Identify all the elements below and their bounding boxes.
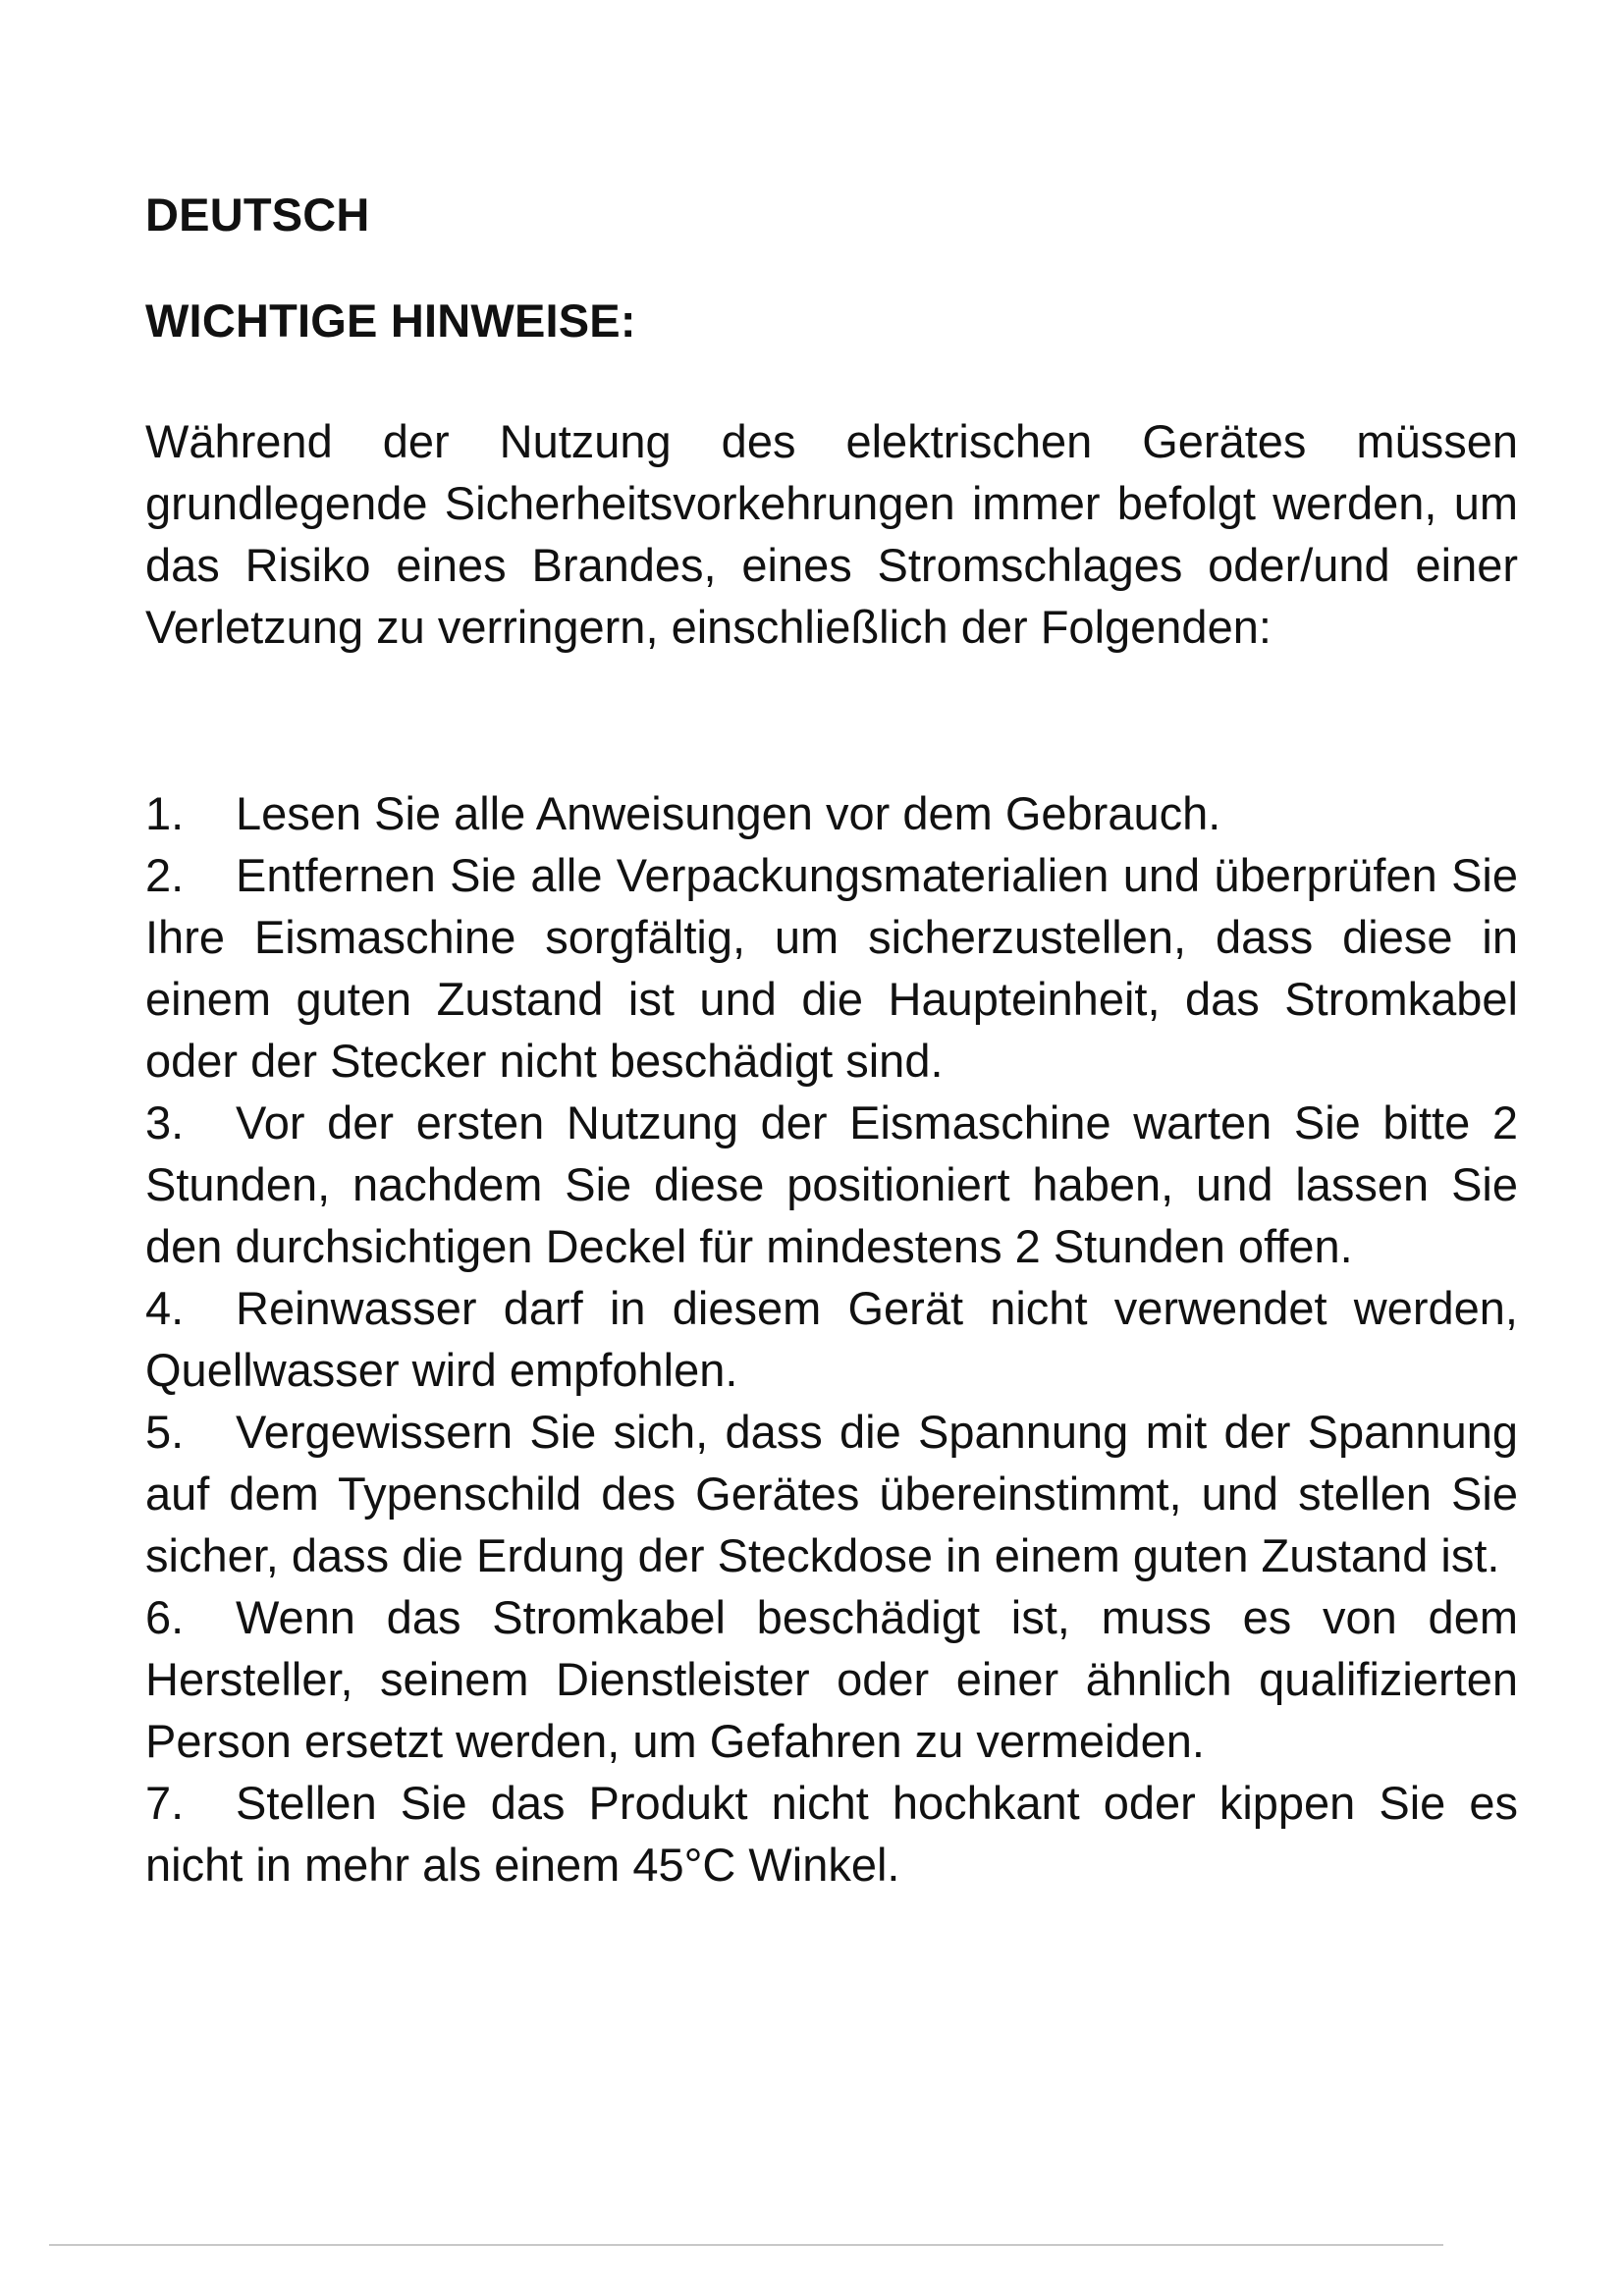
- item-text: Entfernen Sie alle Verpackungsmaterialien und überprüfen Sie Ihre Eismaschine sorgfältig, um sicherzustellen, dass diese in einem guten Zustand ist und die Haupteinheit, das Stromkabel oder der Stecker nicht beschädigt sind.: [145, 849, 1518, 1087]
- footer-divider: [49, 2244, 1443, 2246]
- item-number: 7.: [145, 1777, 185, 1829]
- intro-paragraph: Während der Nutzung des elektrischen Gerätes müssen grundlegende Sicherheitsvorkehrungen immer befolgt werden, um das Risiko eines Brandes, eines Stromschlages oder/und einer Verletzung zu verringern, einschließlich der Folgenden:: [145, 415, 1518, 653]
- list-item: [145, 844, 1518, 1092]
- item-text: Vergewissern Sie sich, dass die Spannung mit der Spannung auf dem Typenschild des Gerätes übereinstimmt, und stellen Sie sicher, dass die Erdung der Steckdose in einem guten Zustand ist.: [145, 1406, 1518, 1581]
- item-number: 6.: [145, 1591, 185, 1643]
- list-item: [145, 1772, 1518, 1896]
- section-heading: WICHTIGE HINWEISE:: [145, 294, 636, 347]
- item-text: Wenn das Stromkabel beschädigt ist, muss es von dem Hersteller, seinem Dienstleister oder einer ähnlich qualifizierten Person ersetzt werden, um Gefahren zu vermeiden.: [145, 1591, 1518, 1767]
- item-text: Reinwasser darf in diesem Gerät nicht verwendet werden, Quellwasser wird empfohlen.: [145, 1282, 1518, 1396]
- item-number: 5.: [145, 1406, 185, 1458]
- list-item: [145, 1277, 1518, 1401]
- list-item: [145, 782, 1518, 844]
- item-text: Lesen Sie alle Anweisungen vor dem Gebrauch.: [236, 787, 1221, 839]
- item-text: Stellen Sie das Produkt nicht hochkant oder kippen Sie es nicht in mehr als einem 45°C Winkel.: [145, 1777, 1518, 1891]
- item-number: 2.: [145, 849, 185, 901]
- item-number: 4.: [145, 1282, 185, 1334]
- list-item: [145, 1401, 1518, 1586]
- item-text: Vor der ersten Nutzung der Eismaschine warten Sie bitte 2 Stunden, nachdem Sie diese positioniert haben, und lassen Sie den durchsichtigen Deckel für mindestens 2 Stunden offen.: [145, 1096, 1518, 1272]
- item-number: 1.: [145, 787, 185, 839]
- instructions-list: [145, 782, 1518, 1896]
- list-item: [145, 1586, 1518, 1772]
- language-heading: DEUTSCH: [145, 188, 370, 240]
- list-item: [145, 1092, 1518, 1277]
- item-number: 3.: [145, 1096, 185, 1148]
